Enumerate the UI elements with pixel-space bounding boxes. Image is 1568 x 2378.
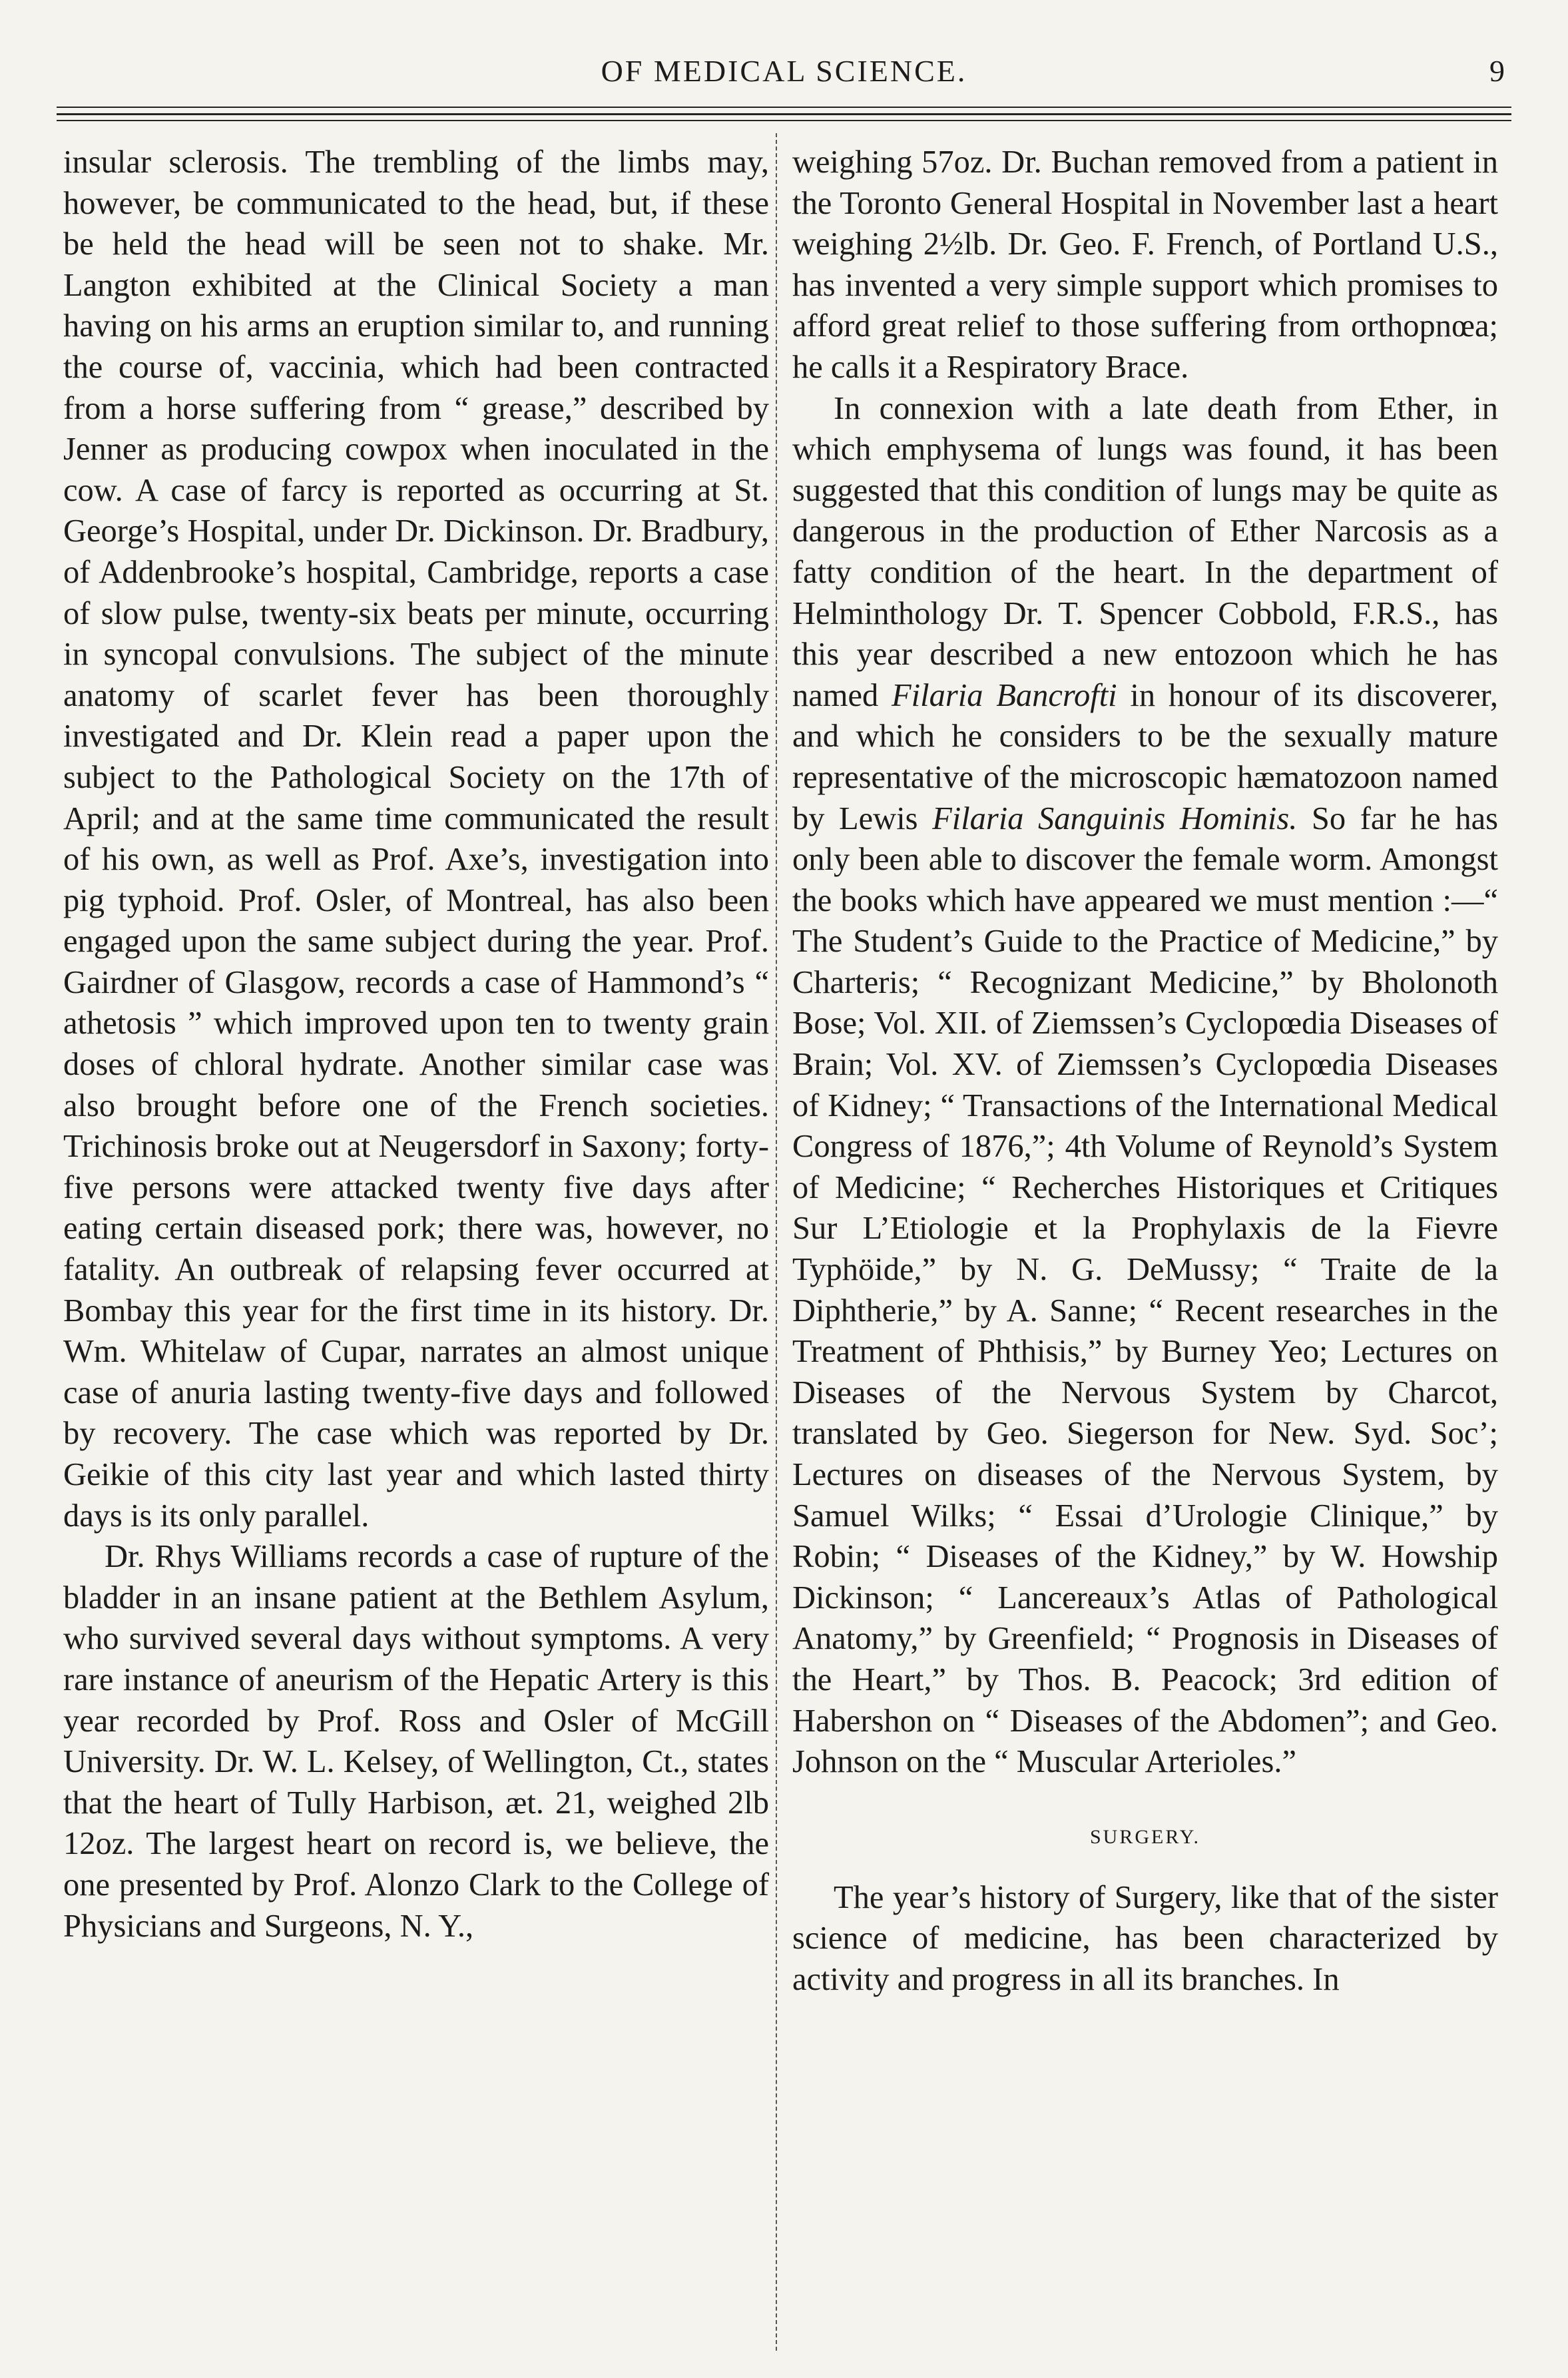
- column-divider: [776, 133, 777, 2351]
- page-number: 9: [1489, 54, 1505, 88]
- paragraph-text: So far he has only been able to discover the female worm. Amongst the books which have appeared we must mention :—“ The Student’s Guide to the Practice of Medicine,” by Charteris; “ Recognizant Medicine,” by Bholonoth Bose; Vol. XII. of Ziemssen’s Cyclopœdia Diseases of Brain; Vol. XV. of Ziemssen’s Cyclopœdia Diseases of Kidney; “ Transactions of the International Medical Congress of 1876,”; 4th Volume of Reynold’s System of Medicine; “ Recherches Historiques et Critiques Sur L’Etiologie et la Prophylaxis de la Fievre Typhöide,” by N. G. DeMussy; “ Traite de la Diphtherie,” by A. Sanne; “ Recent researches in the Treatment of Phthisis,” by Burney Yeo; Lectures on Diseases of the Nervous System by Charcot, translated by Geo. Siegerson for New. Syd. Soc’; Lectures on diseases of the Nervous System, by Samuel Wilks; “ Essai d’Urologie Clinique,” by Robin; “ Diseases of the Kidney,” by W. Howship Dickinson; “ Lancereaux’s Atlas of Pathological Anatomy,” by Greenfield; “ Prognosis in Diseases of the Heart,” by Thos. B. Peacock; 3rd edition of Habershon on “ Diseases of the Abdomen”; and Geo. Johnson on the “ Muscular Arterioles.”: [792, 800, 1499, 1780]
- paragraph: Dr. Rhys Williams records a case of rupture of the bladder in an insane patient at the Bethlem Asylum, who survived several days without symptoms. A very rare instance of aneurism of the Hepatic Artery is this year recorded by Prof. Ross and Osler of McGill University. Dr. W. L. Kelsey, of Wellington, Ct., states that the heart of Tully Harbison, æt. 21, weighed 2lb 12oz. The largest heart on record is, we believe, the one presented by Prof. Alonzo Clark to the College of Physicians and Surgeons, N. Y.,: [63, 1539, 769, 1944]
- paragraph: weighing 57oz. Dr. Buchan removed from a patient in the Toronto General Hospital in November last a heart weighing 2½lb. Dr. Geo. F. French, of Portland U.S., has invented a very simple support which promises to afford great relief to those suffering from orthopnœa; he calls it a Respiratory Brace.: [792, 145, 1498, 385]
- header-rule: [57, 107, 1511, 108]
- species-name: Filaria Sanguinis Hominis.: [932, 800, 1298, 836]
- paragraph: [792, 388, 1498, 1783]
- header-rule: [57, 120, 1511, 121]
- page-header: [0, 53, 1568, 100]
- running-title: OF MEDICAL SCIENCE.: [601, 54, 967, 88]
- paragraph: insular sclerosis. The trembling of the limbs may, however, be communicated to the head, but, if these be held the head will be seen not to shake. Mr. Langton exhibited at the Clinical Society a man having on his arms an eruption similar to, and running the course of, vaccinia, which had been contracted from a horse suffering from “ grease,” described by Jenner as producing cowpox when inoculated in the cow. A case of farcy is reported as occurring at St. George’s Hospital, under Dr. Dickinson. Dr. Bradbury, of Addenbrooke’s hospital, Cambridge, reports a case of slow pulse, twenty-six beats per minute, occurring in syncopal convulsions. The subject of the minute anatomy of scarlet fever has been thoroughly investigated and Dr. Klein read a paper upon the subject to the Pathological Society on the 17th of April; and at the same time communicated the result of his own, as well as Prof. Axe’s, investigation into pig typhoid. Prof. Osler, of Montreal, has also been engaged upon the same subject during the year. Prof. Gairdner of Glasgow, records a case of Hammond’s “ athetosis ” which improved upon ten to twenty grain doses of chloral hydrate. Another similar case was also brought before one of the French societies. Trichinosis broke out at Neugersdorf in Saxony; forty-five persons were attacked twenty five days after eating certain diseased pork; there was, however, no fatality. An outbreak of relapsing fever occurred at Bombay this year for the first time in its history. Dr. Wm. Whitelaw of Cupar, narrates an almost unique case of anuria lasting twenty-five days and followed by recovery. The case which was reported by Dr. Geikie of this city last year and which lasted thirty days is its only parallel.: [63, 145, 769, 1534]
- paragraph: The year’s history of Surgery, like that of the sister science of medicine, has been characterized by activity and progress in all its branches. In: [792, 1879, 1498, 1997]
- header-rule: [57, 113, 1511, 115]
- left-column: [63, 142, 769, 1946]
- species-name: Filaria Bancrofti: [892, 677, 1117, 713]
- section-heading: SURGERY.: [1089, 1825, 1200, 1848]
- paragraph-text: in honour of its discoverer, and which he considers to be the sexually mature representative of the microscopic hæmatozoon named by Lewis: [792, 677, 1499, 836]
- paragraph-text: In connexion with a late death from Ether, in which emphysema of lungs was found, it has been suggested that this condition of lungs may be quite as dangerous in the production of Ether Narcosis as a fatty condition of the heart. In the department of Helminthology Dr. T. Spencer Cobbold, F.R.S., has this year described a new entozoon which he has named: [792, 390, 1498, 713]
- right-column: [792, 142, 1498, 2000]
